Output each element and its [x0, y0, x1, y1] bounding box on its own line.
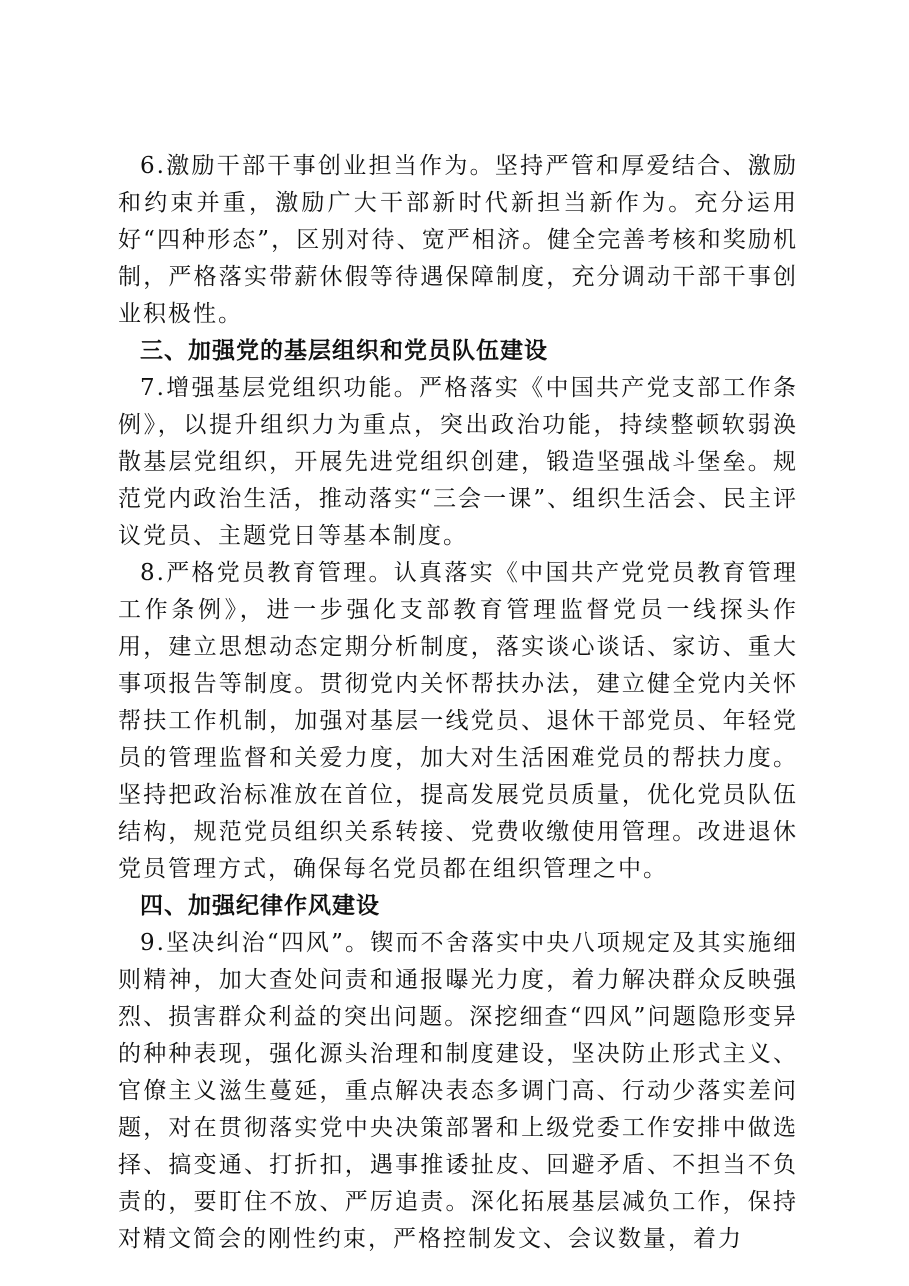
paragraph-9: 9.坚决纠治“四风”。锲而不舍落实中央八项规定及其实施细则精神，加大查处问责和通报曝光力度，着力解决群众反映强烈、损害群众利益的突出问题。深挖细查“四风”问题隐形变异的种种表现，强化源头治理和制度建设，坚决防止形式主义、官僚主义滋生蔓延，重点解决表态多调门高、行动少落实差问题，对在贯彻落实党中央决策部署和上级党委工作安排中做选择、搞变通、打折扣，遇事推诿扯皮、回避矛盾、不担当不负责的，要盯住不放、严厉追责。深化拓展基层减负工作，保持对精文简会的刚性约束，严格控制发文、会议数量，着力 — [118, 930, 798, 1252]
section-heading-4: 四、加强纪律作风建设 — [140, 893, 380, 919]
section-heading-3: 三、加强党的基层组织和党员队伍建设 — [140, 338, 548, 364]
paragraph-7: 7.增强基层党组织功能。严格落实《中国共产党支部工作条例》，以提升组织力为重点，突出政治功能，持续整顿软弱涣散基层党组织，开展先进党组织创建，锻造坚强战斗堡垒。规范党内政治生活，推动落实“三会一课”、组织生活会、民主评议党员、主题党日等基本制度。 — [118, 375, 798, 549]
paragraph-6: 6.激励干部干事创业担当作为。坚持严管和厚爱结合、激励和约束并重，激励广大干部新时代新担当新作为。充分运用好“四种形态”，区别对待、宽严相济。健全完善考核和奖励机制，严格落实带薪休假等待遇保障制度，充分调动干部干事创业积极性。 — [118, 153, 798, 327]
paragraph-8: 8.严格党员教育管理。认真落实《中国共产党党员教育管理工作条例》，进一步强化支部教育管理监督党员一线探头作用，建立思想动态定期分析制度，落实谈心谈话、家访、重大事项报告等制度。贯彻党内关怀帮扶办法，建立健全党内关怀帮扶工作机制，加强对基层一线党员、退休干部党员、年轻党员的管理监督和关爱力度，加大对生活困难党员的帮扶力度。坚持把政治标准放在首位，提高发展党员质量，优化党员队伍结构，规范党员组织关系转接、党费收缴使用管理。改进退休党员管理方式，确保每名党员都在组织管理之中。 — [118, 560, 798, 882]
document-body — [118, 148, 798, 1258]
